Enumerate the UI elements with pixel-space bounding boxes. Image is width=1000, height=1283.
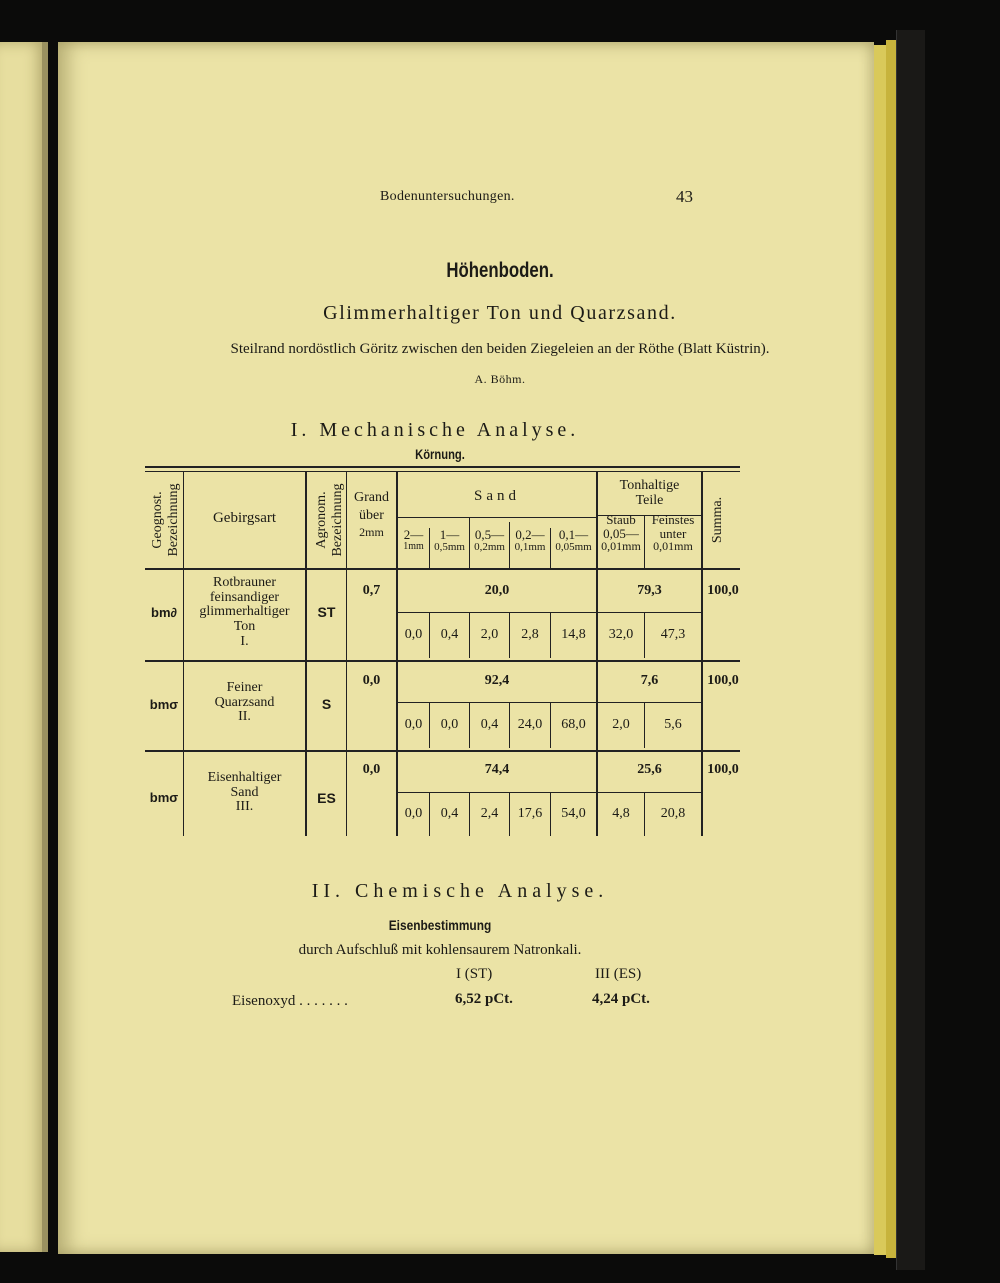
header-tonhaltige: Tonhaltige Teile [619, 478, 680, 508]
row-3-feinstes: 20,8 [660, 806, 686, 821]
row-3-sand-3: 2,4 [480, 806, 499, 821]
row-1-agronom: ST [317, 604, 336, 620]
row-1-ton-total: 79,3 [637, 583, 662, 598]
page [58, 42, 874, 1254]
header-summa: Summa. [710, 496, 725, 544]
row-2-agronom: S [321, 696, 332, 712]
row-3-sand-total: 74,4 [484, 762, 510, 777]
row-1-summa: 100,0 [707, 583, 739, 598]
row-2-gebirgsart: Feiner Quarzsand II. [214, 680, 275, 725]
row-2-grand: 0,0 [362, 673, 381, 688]
header-sand: Sand [474, 488, 520, 504]
row-2-sand-3: 0,4 [480, 717, 499, 732]
header-sand-col-5: 0,1— 0,05mm [555, 527, 592, 553]
row-1-sand-4: 2,8 [521, 627, 539, 642]
chem-row-label: Eisenoxyd . . . . . . . [232, 993, 348, 1009]
row-3-sand-5: 54,0 [561, 806, 586, 821]
row-3-geognost: bmσ [149, 790, 179, 805]
section-heading-chemical: II. Chemische Analyse. [311, 880, 609, 902]
row-1-grand: 0,7 [362, 583, 381, 598]
row-2-sand-2: 0,0 [440, 717, 459, 732]
method-line: durch Aufschluß mit kohlensaurem Natronkali. [298, 942, 582, 958]
row-1-sand-5: 14,8 [561, 627, 586, 642]
row-3-ton-total: 25,6 [637, 762, 662, 777]
header-grand: Grand über 2mm [354, 490, 389, 540]
page-stack-edge-outer [886, 40, 896, 1258]
chem-col-2-head: III (ES) [595, 966, 642, 982]
row-3-gebirgsart: Eisenhaltiger Sand III. [207, 770, 282, 815]
section-subheading-koernung: Körnung. [415, 446, 465, 462]
row-1-staub: 32,0 [608, 627, 634, 642]
row-3-staub: 4,8 [612, 806, 630, 821]
header-agronom: Agronom. Bezeichnung [314, 483, 346, 557]
row-1-sand-total: 20,0 [484, 583, 510, 598]
running-head: Bodenuntersuchungen. [380, 189, 515, 204]
header-geognost: Geognost. Bezeichnung [150, 483, 182, 557]
header-sand-col-3: 0,5— 0,2mm [474, 527, 505, 553]
header-sand-col-4: 0,2— 0,1mm [514, 527, 546, 553]
section-subheading-eisen: Eisenbestimmung [388, 917, 492, 933]
row-1-sand-2: 0,4 [440, 627, 459, 642]
page-stack-edge [874, 45, 886, 1255]
page-title: Höhenboden. [446, 259, 554, 282]
subtitle: Glimmerhaltiger Ton und Quarzsand. [323, 302, 677, 324]
row-2-summa: 100,0 [707, 673, 739, 688]
row-3-sand-1: 0,0 [404, 806, 423, 821]
row-2-sand-4: 24,0 [517, 717, 543, 732]
chem-col-1-value: 6,52 pCt. [455, 991, 513, 1007]
row-3-sand-4: 17,6 [517, 806, 543, 821]
row-2-sand-5: 68,0 [561, 717, 586, 732]
row-2-sand-1: 0,0 [404, 717, 423, 732]
header-feinstes: Feinstes unter 0,01mm [651, 512, 695, 554]
row-3-agronom: ES [317, 790, 336, 806]
row-3-grand: 0,0 [362, 762, 381, 777]
header-gebirgsart: Gebirgsart [212, 510, 277, 526]
book-cover [896, 30, 925, 1270]
page-number: 43 [676, 187, 693, 206]
chem-col-2-value: 4,24 pCt. [592, 991, 650, 1007]
left-page-edge [0, 42, 48, 1252]
row-1-sand-3: 2,0 [480, 627, 499, 642]
chem-col-1-head: I (ST) [456, 966, 493, 982]
header-sand-col-2: 1— 0,5mm [434, 527, 465, 553]
row-3-sand-2: 0,4 [440, 806, 459, 821]
row-1-sand-1: 0,0 [404, 627, 423, 642]
row-2-ton-total: 7,6 [640, 673, 659, 688]
location-line: Steilrand nordöstlich Göritz zwischen den beiden Ziegeleien an der Röthe (Blatt Küstrin). [230, 341, 770, 357]
row-1-geognost: bm∂ [151, 605, 177, 620]
header-staub: Staub 0,05— 0,01mm [601, 512, 641, 554]
row-3-summa: 100,0 [707, 762, 739, 777]
row-1-gebirgsart: Rotbrauner feinsandiger glimmerhaltiger Ton I. [199, 575, 290, 649]
row-2-staub: 2,0 [612, 717, 630, 732]
row-2-geognost: bmσ [149, 697, 179, 712]
section-heading-mechanical: I. Mechanische Analyse. [290, 419, 580, 441]
header-sand-col-1: 2— 1mm [403, 527, 424, 552]
author: A. Böhm. [474, 372, 526, 386]
row-1-feinstes: 47,3 [660, 627, 686, 642]
row-2-sand-total: 92,4 [484, 673, 510, 688]
row-2-feinstes: 5,6 [664, 717, 682, 732]
